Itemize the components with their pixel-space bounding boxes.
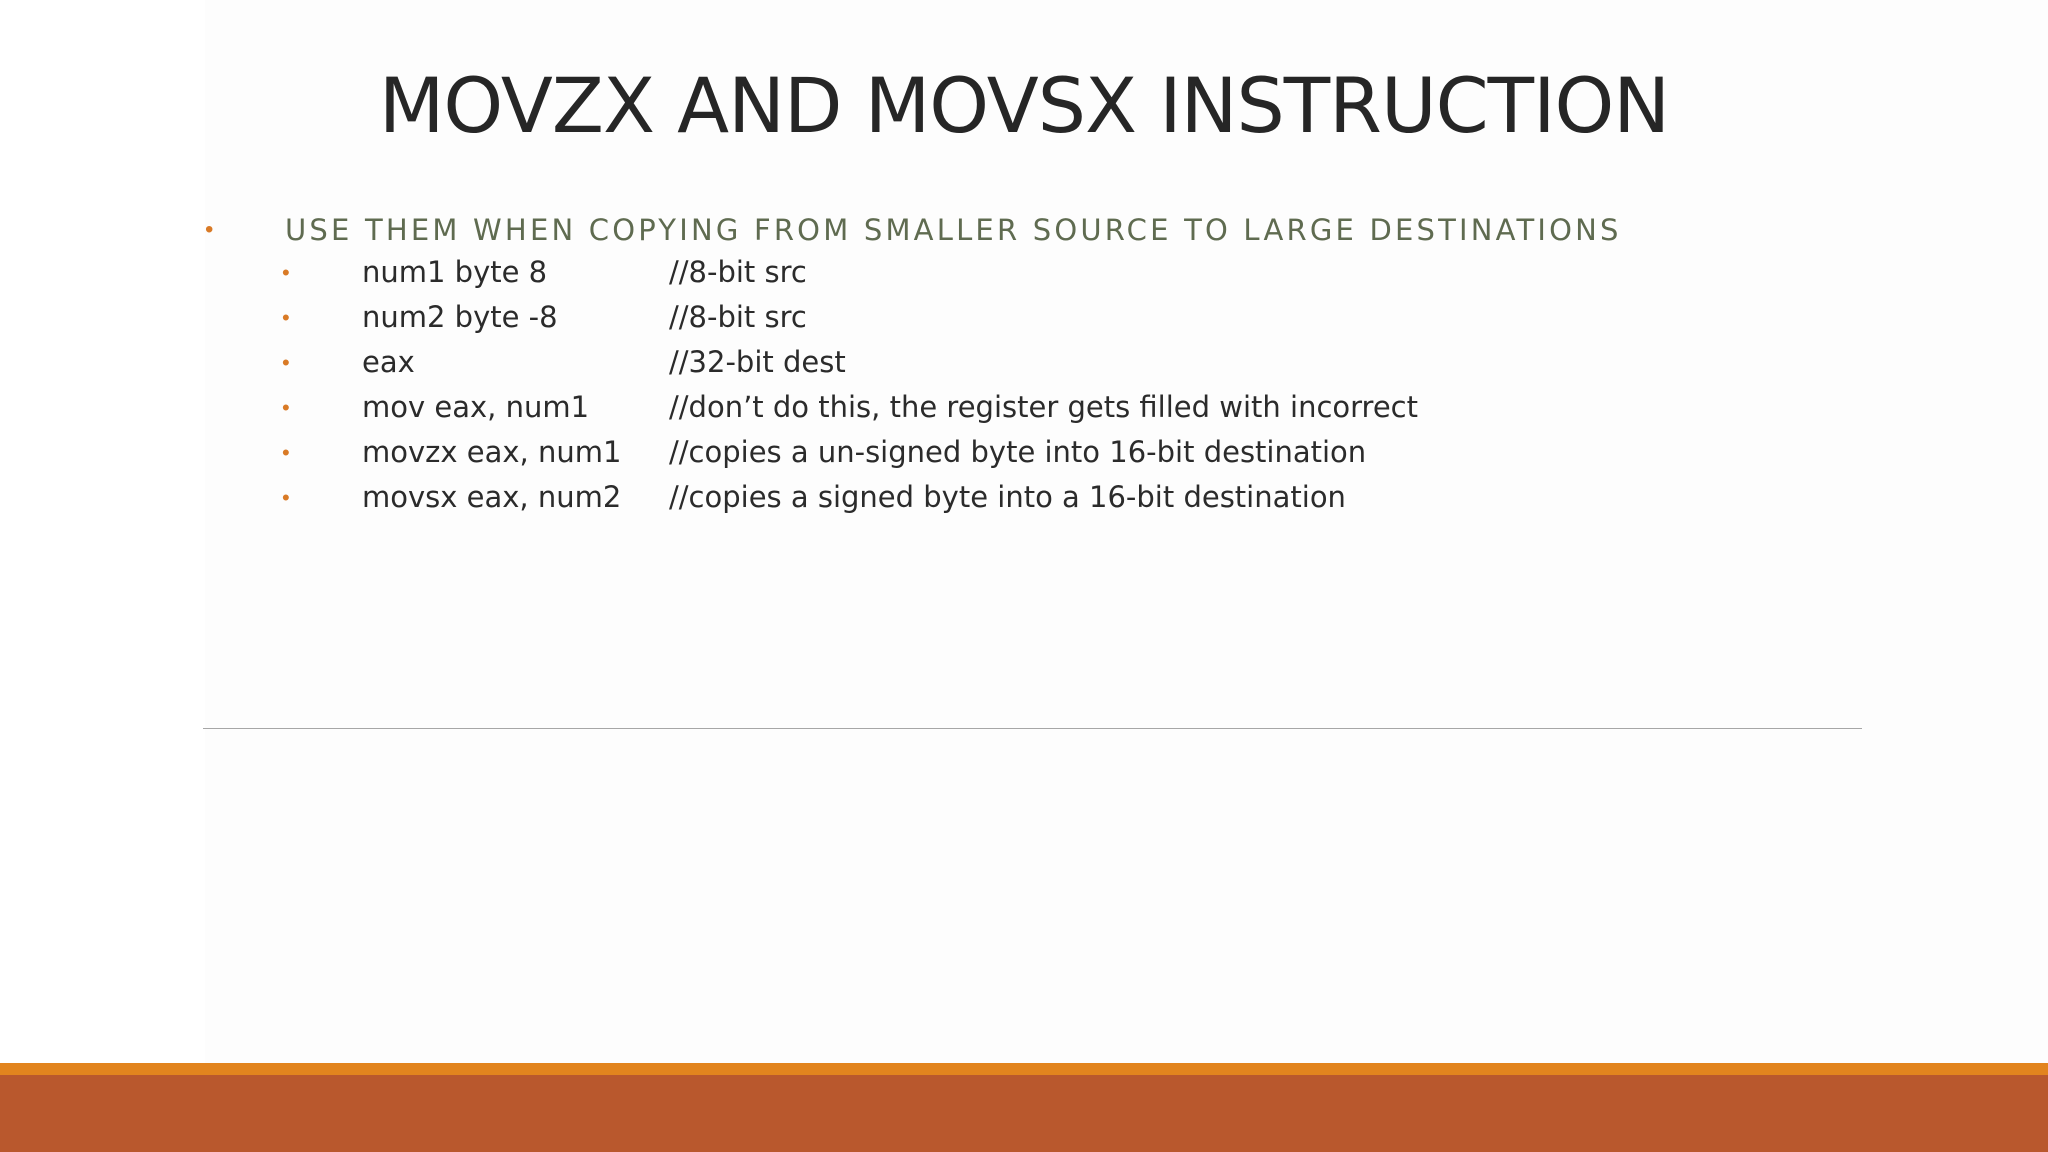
list-item — [282, 430, 1782, 475]
footer-accent-bar — [0, 1063, 2048, 1075]
bullet-dot-icon: • — [282, 260, 290, 285]
code-text: num2 byte -8 — [362, 300, 558, 334]
main-bullet-text: USE THEM WHEN COPYING FROM SMALLER SOURCE TO LARGE DESTINATIONS — [285, 213, 1622, 247]
list-item — [282, 295, 1782, 340]
code-text: num1 byte 8 — [362, 255, 548, 289]
list-item — [282, 475, 1782, 520]
main-bullet — [205, 210, 1905, 250]
bullet-dot-icon: • — [282, 350, 290, 375]
list-item — [282, 385, 1782, 430]
bullet-dot-icon: • — [282, 440, 290, 465]
comment-text: //8-bit src — [669, 255, 807, 289]
comment-text: //32-bit dest — [669, 345, 846, 379]
comment-text: //copies a un-signed byte into 16-bit destination — [669, 435, 1367, 469]
bullet-dot-icon: • — [282, 395, 290, 420]
list-item — [282, 250, 1782, 295]
code-text: eax — [362, 345, 415, 379]
footer-bar — [0, 1075, 2048, 1152]
bullet-dot-icon: • — [282, 485, 290, 510]
slide-title: MOVZX AND MOVSX INSTRUCTION — [378, 61, 1670, 150]
list-item — [282, 340, 1782, 385]
code-text: movsx eax, num2 — [362, 480, 622, 514]
comment-text: //8-bit src — [669, 300, 807, 334]
code-bullet-list — [282, 250, 1782, 520]
code-text: movzx eax, num1 — [362, 435, 622, 469]
comment-text: //copies a signed byte into a 16-bit destination — [669, 480, 1346, 514]
slide-left-panel — [0, 0, 205, 1063]
bullet-dot-icon: • — [282, 305, 290, 330]
bullet-dot-icon: • — [205, 216, 214, 243]
comment-text: //don’t do this, the register gets filled with incorrect — [669, 390, 1418, 424]
content-divider — [203, 728, 1862, 729]
code-text: mov eax, num1 — [362, 390, 590, 424]
